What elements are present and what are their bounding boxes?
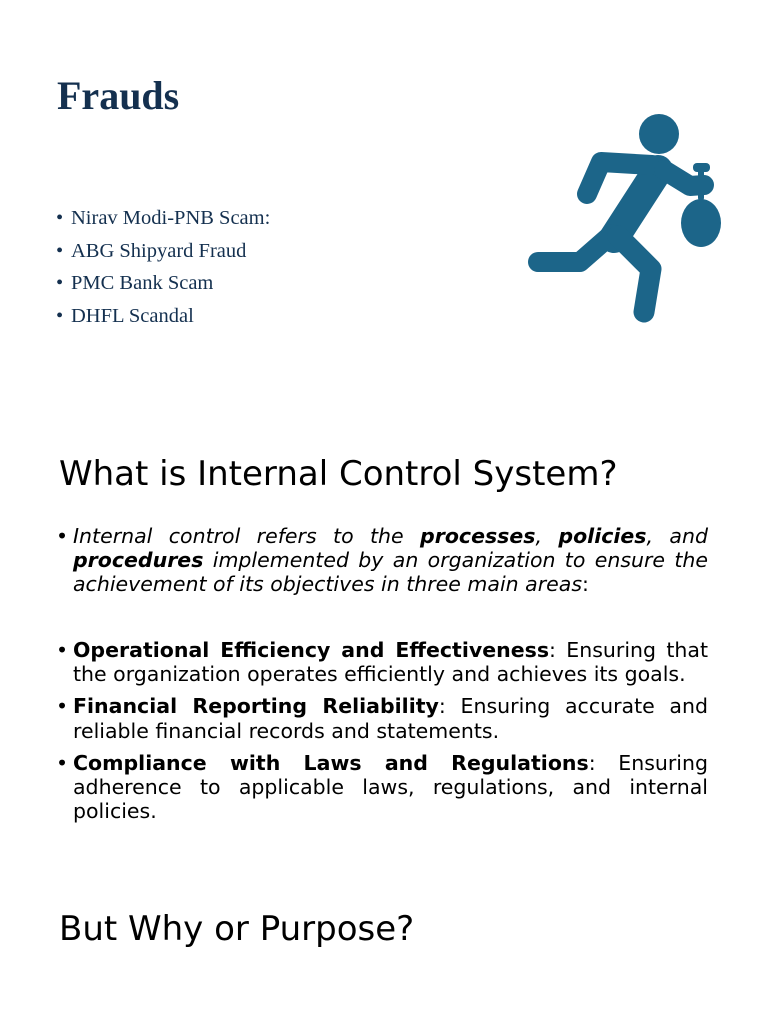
fraud-item-label: PMC Bank Scam xyxy=(71,272,214,294)
objective-desc: : Ensuring accurate and reliable financial records and statements. xyxy=(73,694,708,743)
list-item xyxy=(56,202,270,235)
list-item xyxy=(56,751,708,824)
fraud-item-label: Nirav Modi-PNB Scam: xyxy=(71,207,271,229)
fraud-list xyxy=(56,202,270,332)
objective-term: Compliance with Laws and Regulations xyxy=(73,750,589,775)
bullet: • xyxy=(56,239,64,262)
bullet: • xyxy=(56,272,64,294)
bullet: • xyxy=(56,207,64,229)
definition-colon: : xyxy=(582,572,589,597)
definition-text: , xyxy=(535,524,559,548)
bullet: • xyxy=(56,304,64,327)
definition-item xyxy=(56,524,708,597)
objectives-list xyxy=(56,638,708,831)
bullet: • xyxy=(56,524,69,548)
objective-term: Operational Efficiency and Effectiveness xyxy=(73,638,550,662)
thief-running-with-money-bag-icon xyxy=(528,110,724,326)
purpose-heading: But Why or Purpose? xyxy=(59,909,415,949)
frauds-title: Frauds xyxy=(57,73,180,118)
definition-block xyxy=(56,524,708,597)
list-item xyxy=(56,267,270,300)
list-item xyxy=(56,694,708,742)
bullet: • xyxy=(56,638,69,662)
definition-text: , and xyxy=(646,524,708,548)
bullet: • xyxy=(56,750,69,775)
objective-term: Financial Reporting Reliability xyxy=(73,694,439,719)
definition-text: Internal control refers to the xyxy=(73,524,421,548)
list-item xyxy=(56,235,270,268)
definition-keyword: processes xyxy=(420,524,536,548)
objective-desc: : Ensuring that the organization operates efficiently and achieves its goals. xyxy=(73,638,708,687)
definition-keyword: policies xyxy=(558,524,647,548)
definition-keyword: procedures xyxy=(73,548,204,573)
list-item xyxy=(56,638,708,686)
bullet: • xyxy=(56,694,69,719)
fraud-item-label: ABG Shipyard Fraud xyxy=(71,239,247,262)
internal-control-heading: What is Internal Control System? xyxy=(59,454,618,494)
objective-desc: : Ensuring adherence to applicable laws, regulations, and internal policies. xyxy=(73,750,708,824)
definition-text: implemented by an organization to ensure the achievement of its objectives in three main areas xyxy=(73,548,708,597)
list-item xyxy=(56,300,270,333)
fraud-item-label: DHFL Scandal xyxy=(71,304,194,327)
